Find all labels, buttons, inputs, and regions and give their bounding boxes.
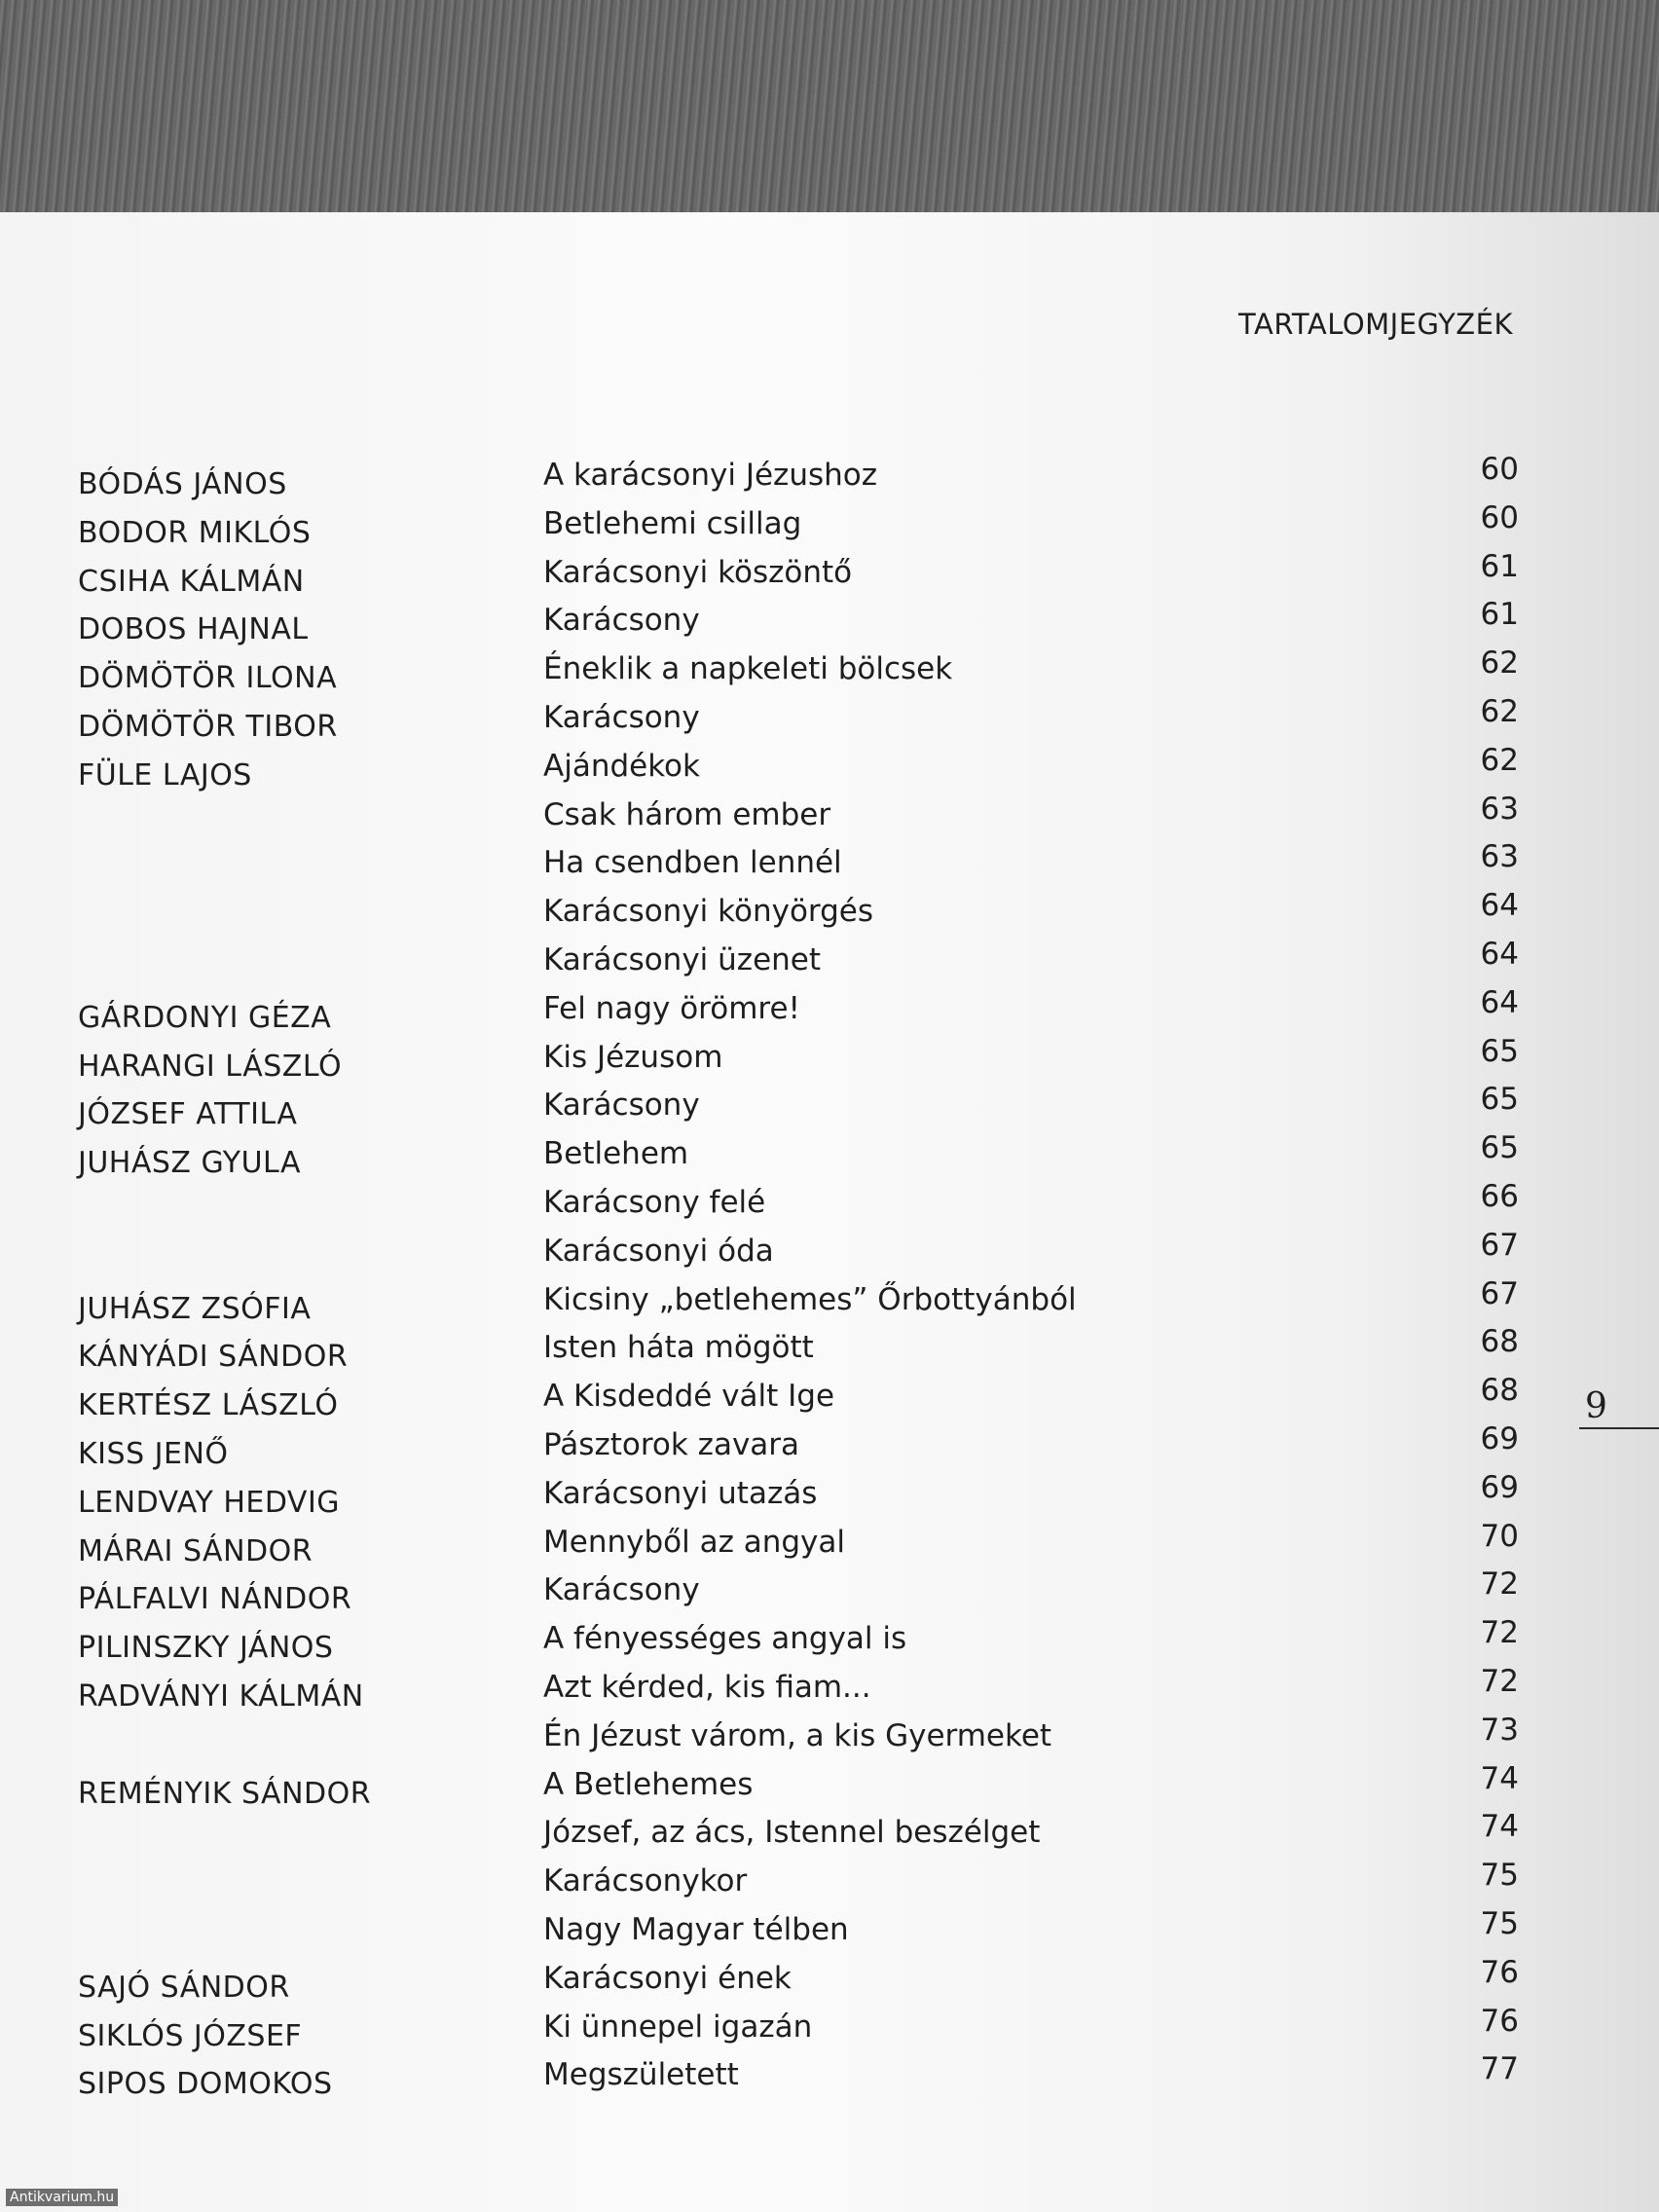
toc-page-number: 76: [1480, 1954, 1519, 1990]
watermark: Antikvarium.hu: [6, 2189, 118, 2206]
toc-author: MÁRAI SÁNDOR: [78, 1533, 313, 1568]
toc-page-number: 68: [1480, 1373, 1519, 1409]
toc-title: Ajándékok: [543, 748, 700, 784]
toc-page-number: 76: [1480, 2003, 1519, 2039]
toc-author: JÓZSEF ATTILA: [78, 1097, 298, 1132]
toc-author: JUHÁSZ ZSÓFIA: [78, 1291, 312, 1326]
toc-title: Kicsiny „betlehemes” Őrbottyánból: [543, 1281, 1077, 1317]
toc-title: Karácsony felé: [543, 1185, 766, 1220]
toc-author: DÖMÖTÖR TIBOR: [78, 710, 338, 744]
toc-title: Karácsony: [543, 700, 700, 735]
toc-title: Karácsonyi utazás: [543, 1475, 818, 1511]
toc-title: Karácsonyi ének: [543, 1960, 792, 1996]
toc-author: HARANGI LÁSZLÓ: [78, 1049, 343, 1084]
toc-author: PILINSZKY JÁNOS: [78, 1631, 334, 1666]
toc-title: Karácsonyi köszöntő: [543, 554, 853, 590]
toc-author: GÁRDONYI GÉZA: [78, 1000, 332, 1035]
toc-page-number: 65: [1480, 1082, 1519, 1118]
toc-title: Karácsony: [543, 1572, 700, 1608]
toc-page-number: 64: [1480, 888, 1519, 924]
toc-page-number: 65: [1480, 1033, 1519, 1069]
toc-title: József, az ács, Istennel beszélget: [543, 1815, 1041, 1851]
toc-title: Karácsonyi könyörgés: [543, 894, 874, 930]
toc-title: Csak három ember: [543, 796, 831, 832]
toc-author: DOBOS HAJNAL: [78, 612, 309, 647]
toc-author: RADVÁNYI KÁLMÁN: [78, 1679, 364, 1714]
toc-page-number: 63: [1480, 839, 1519, 875]
toc-page-number: 67: [1480, 1275, 1519, 1311]
toc-page-number: 74: [1480, 1809, 1519, 1845]
toc-title: Éneklik a napkeleti bölcsek: [543, 651, 953, 687]
toc-page-number: 64: [1480, 937, 1519, 972]
toc-page-number: 66: [1480, 1179, 1519, 1214]
toc-author: SIKLÓS JÓZSEF: [78, 2018, 303, 2053]
toc-title: Nagy Magyar télben: [543, 1912, 849, 1947]
toc-author: REMÉNYIK SÁNDOR: [78, 1776, 372, 1811]
toc-page-number: 75: [1480, 1906, 1519, 1941]
toc-page-number: 69: [1480, 1469, 1519, 1505]
toc-author: SAJÓ SÁNDOR: [78, 1970, 290, 2005]
toc-title: A fényességes angyal is: [543, 1621, 907, 1657]
toc-title: A Kisdeddé vált Ige: [543, 1379, 835, 1415]
toc-title: Karácsony: [543, 1088, 700, 1124]
toc-title: Mennyből az angyal: [543, 1524, 845, 1560]
toc-page-number: 62: [1480, 742, 1519, 778]
toc-page-number: 65: [1480, 1130, 1519, 1166]
toc-page-number: 67: [1480, 1227, 1519, 1263]
toc-title: Betlehemi csillag: [543, 505, 802, 541]
toc-title: Ki ünnepel igazán: [543, 2009, 813, 2045]
toc-page-number: 61: [1480, 548, 1519, 584]
toc-author: KÁNYÁDI SÁNDOR: [78, 1340, 349, 1375]
toc-title: Kis Jézusom: [543, 1039, 723, 1075]
toc-title: Ha csendben lennél: [543, 845, 842, 881]
toc-title: Megszületett: [543, 2057, 739, 2093]
folio-rule: [1579, 1427, 1659, 1429]
toc-author: KERTÉSZ LÁSZLÓ: [78, 1388, 339, 1423]
toc-title: A Betlehemes: [543, 1766, 754, 1802]
toc-title: Karácsony: [543, 603, 700, 639]
toc-author: BÓDÁS JÁNOS: [78, 467, 287, 501]
toc-page-number: 72: [1480, 1615, 1519, 1651]
toc-page-number: 64: [1480, 984, 1519, 1020]
toc-page-number: 68: [1480, 1324, 1519, 1360]
toc-title: Karácsonykor: [543, 1863, 748, 1899]
page-header: TARTALOMJEGYZÉK: [1238, 308, 1513, 341]
toc-page-number: 72: [1480, 1664, 1519, 1699]
toc-page-number: 73: [1480, 1712, 1519, 1748]
toc-page-number: 62: [1480, 694, 1519, 729]
toc-page-number: 60: [1480, 499, 1519, 535]
toc-title: Betlehem: [543, 1136, 689, 1172]
toc-title: Én Jézust várom, a kis Gyermeket: [543, 1717, 1052, 1753]
toc-page-number: 60: [1480, 452, 1519, 487]
toc-author: KISS JENŐ: [78, 1437, 229, 1471]
toc-title: Azt kérded, kis fiam...: [543, 1670, 871, 1705]
toc-author: BODOR MIKLÓS: [78, 515, 312, 550]
toc-page-number: 75: [1480, 1858, 1519, 1894]
book-page: [0, 212, 1659, 2212]
toc-page-number: 74: [1480, 1760, 1519, 1796]
toc-title: Fel nagy örömre!: [543, 990, 800, 1026]
toc-page-number: 70: [1480, 1518, 1519, 1554]
toc-author: PÁLFALVI NÁNDOR: [78, 1582, 352, 1617]
toc-page-number: 63: [1480, 791, 1519, 827]
toc-title: Isten háta mögött: [543, 1330, 814, 1366]
page-number: 9: [1585, 1386, 1607, 1426]
toc-title: Pásztorok zavara: [543, 1427, 800, 1462]
toc-author: SIPOS DOMOKOS: [78, 2067, 333, 2102]
toc-title: Karácsonyi üzenet: [543, 942, 822, 977]
toc-title: A karácsonyi Jézushoz: [543, 458, 877, 493]
toc-page-number: 62: [1480, 645, 1519, 682]
toc-title: Karácsonyi óda: [543, 1233, 774, 1269]
toc-author: CSIHA KÁLMÁN: [78, 564, 305, 599]
toc-page-number: 77: [1480, 2051, 1519, 2087]
toc-page-number: 72: [1480, 1567, 1519, 1603]
toc-author: DÖMÖTÖR ILONA: [78, 661, 338, 696]
background-surface: [0, 0, 1659, 214]
toc-author: LENDVAY HEDVIG: [78, 1485, 341, 1520]
toc-author: FÜLE LAJOS: [78, 757, 252, 793]
toc-author: JUHÁSZ GYULA: [78, 1146, 301, 1181]
toc-page-number: 69: [1480, 1421, 1519, 1456]
toc-page-number: 61: [1480, 597, 1519, 633]
